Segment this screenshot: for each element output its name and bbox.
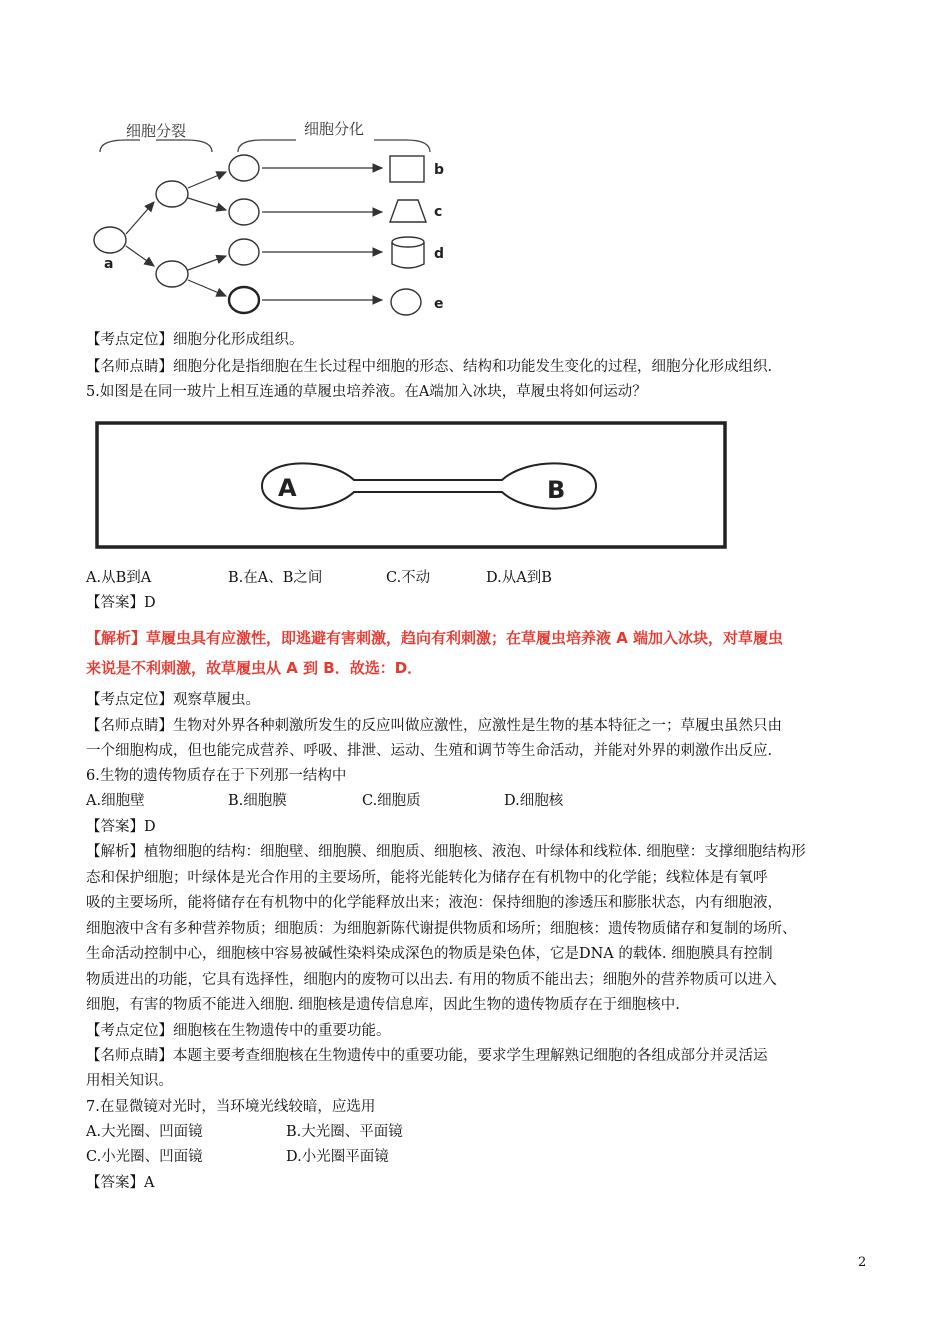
- q5-option-d: D.从A到B: [486, 570, 552, 586]
- cell-4: [229, 287, 259, 313]
- q7-question: 7.在显微镜对光时，当环境光线较暗，应选用: [86, 1099, 376, 1115]
- q6-analysis-line-7: 细胞，有害的物质不能进入细胞. 细胞核是遗传信息库，因此生物的遗传物质存在于细胞核中.: [86, 997, 680, 1013]
- q5-dianjing-line-2: 一个细胞构成，但也能完成营养、呼吸、排泄、运动、生殖和调节等生命活动，并能对外界的刺激作出反应.: [86, 743, 773, 759]
- q6-analysis-line-6: 物质进出的功能，它具有选择性，细胞内的废物可以出去. 有用的物质不能出去；细胞外的营养物质可以进入: [86, 972, 777, 988]
- paramecium-slide-diagram: [92, 418, 732, 554]
- label-c: c: [434, 204, 443, 220]
- label-a: a: [104, 256, 114, 272]
- q5-answer: 【答案】D: [86, 595, 156, 611]
- q6-analysis-line-5: 生命活动控制中心，细胞核中容易被碱性染料染成深色的物质是染色体，它是DNA 的载体. 细胞膜具有控制: [86, 946, 773, 962]
- cell-a: [94, 227, 126, 253]
- q5-kaodian: 【考点定位】观察草履虫。: [86, 692, 260, 708]
- cell-differentiation-diagram: [86, 110, 456, 325]
- q5-option-a: A.从B到A: [86, 570, 152, 586]
- q6-analysis-line-3: 吸的主要场所，能将储存在有机物中的化学能释放出来；液泡：保持细胞的渗透压和膨胀状态，内有细胞液，: [86, 895, 782, 911]
- shape-c-trapezoid: [390, 200, 426, 222]
- label-A: A: [278, 474, 297, 502]
- label-cell-division: 细胞分裂: [126, 122, 187, 140]
- q7-options-row-2: [86, 1145, 876, 1169]
- q6-option-c: C.细胞质: [362, 793, 421, 809]
- shape-b-rectangle: [390, 156, 424, 182]
- q5-analysis-line-1: 【解析】草履虫具有应激性，即逃避有害刺激，趋向有利刺激；在草履虫培养液 A 端加入冰块，对草履虫: [86, 629, 784, 647]
- q6-analysis-line-2: 态和保护细胞；叶绿体是光合作用的主要场所，能将光能转化为储存在有机物中的化学能；线粒体是有氧呼: [86, 870, 768, 886]
- q6-option-d: D.细胞核: [504, 793, 564, 809]
- cell-2: [229, 199, 259, 225]
- q5-dianjing-line-1: 【名师点睛】生物对外界各种刺激所发生的反应叫做应激性，应激性是生物的基本特征之一；草履虫虽然只由: [86, 718, 782, 734]
- cell-upper: [156, 181, 188, 207]
- q7-option-b: B.大光圈、平面镜: [286, 1124, 403, 1140]
- page-number: 2: [858, 1255, 867, 1270]
- label-B: B: [547, 476, 566, 504]
- cell-lower: [156, 261, 188, 287]
- label-d: d: [434, 246, 445, 262]
- q5-option-c: C.不动: [386, 570, 431, 586]
- q6-option-b: B.细胞膜: [228, 793, 287, 809]
- q6-dianjing-line-1: 【名师点睛】本题主要考查细胞核在生物遗传中的重要功能，要求学生理解熟记细胞的各组成部分并灵活运: [86, 1048, 768, 1064]
- q5-question: 5.如图是在同一玻片上相互连通的草履虫培养液。在A端加入冰块，草履虫将如何运动？: [86, 384, 647, 400]
- q6-answer: 【答案】D: [86, 819, 156, 835]
- q6-options: [86, 789, 876, 813]
- q5-option-b: B.在A、B之间: [228, 570, 323, 586]
- q6-analysis-line-1: 【解析】植物细胞的结构：细胞壁、细胞膜、细胞质、细胞核、液泡、叶绿体和线粒体. 细胞壁：支撑细胞结构形: [86, 844, 806, 860]
- q5-options: [86, 566, 876, 590]
- q6-dianjing-line-2: 用相关知识。: [86, 1073, 173, 1089]
- q7-answer: 【答案】A: [86, 1175, 155, 1191]
- label-b: b: [434, 162, 445, 178]
- q7-option-c: C.小光圈、凹面镜: [86, 1149, 203, 1165]
- q6-option-a: A.细胞壁: [86, 793, 145, 809]
- q6-analysis-line-4: 细胞液中含有多种营养物质；细胞质：为细胞新陈代谢提供物质和场所；细胞核：遗传物质储存和复制的场所、: [86, 921, 797, 937]
- cell-1: [229, 155, 259, 181]
- q6-question: 6.生物的遗传物质存在于下列那一结构中: [86, 768, 347, 784]
- q7-options-row-1: [86, 1120, 876, 1144]
- q7-option-d: D.小光圈平面镜: [286, 1149, 389, 1165]
- shape-d-cylinder: [392, 237, 424, 268]
- q7-option-a: A.大光圈、凹面镜: [86, 1124, 203, 1140]
- shape-e-circle: [391, 289, 421, 315]
- q5-analysis-line-2: 来说是不利刺激，故草履虫从 A 到 B．故选：D．: [86, 659, 423, 677]
- label-cell-differentiation: 细胞分化: [304, 120, 365, 138]
- cell-3: [229, 239, 259, 265]
- q4-kaodian: 【考点定位】细胞分化形成组织。: [86, 332, 304, 348]
- q4-dianjing: 【名师点睛】细胞分化是指细胞在生长过程中细胞的形态、结构和功能发生变化的过程，细胞分化形成组织.: [86, 359, 773, 375]
- label-e: e: [434, 296, 444, 312]
- q6-kaodian: 【考点定位】细胞核在生物遗传中的重要功能。: [86, 1023, 391, 1039]
